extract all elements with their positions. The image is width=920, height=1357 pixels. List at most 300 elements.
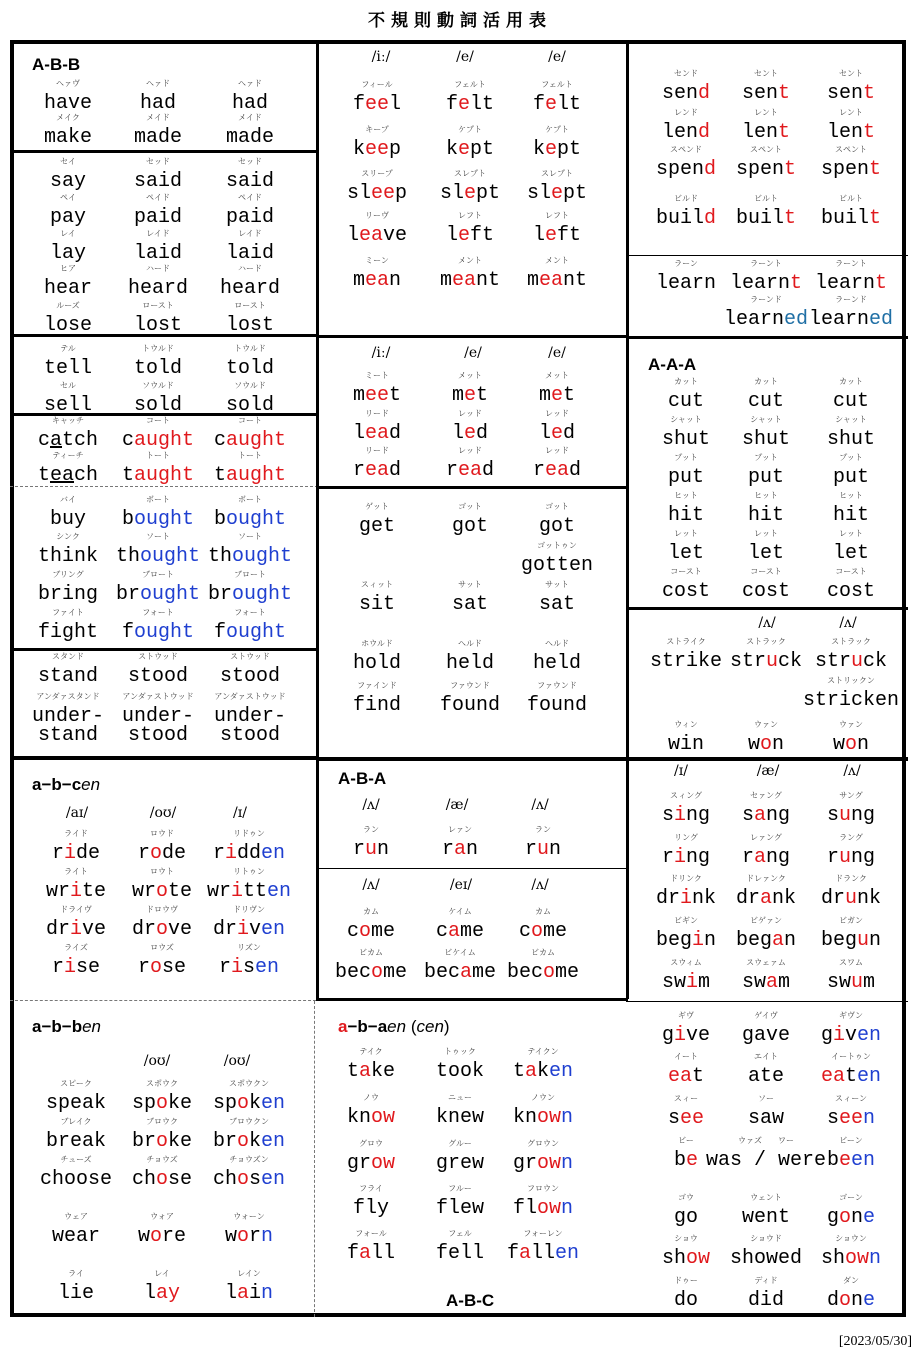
verb-form: read — [352, 459, 402, 482]
reading-ruby: ウァン — [839, 720, 863, 729]
reading-ruby: エイト — [754, 1052, 778, 1061]
verb-form: let — [747, 542, 785, 565]
reading-ruby: イートゥン — [831, 1052, 871, 1061]
reading-ruby: スペンド — [670, 145, 702, 154]
verb-form: came — [435, 920, 485, 943]
reading-ruby: レァング — [750, 833, 782, 842]
verb-form: gone — [826, 1206, 876, 1229]
verb-form: wear — [51, 1225, 101, 1248]
ipa-label: /ɪ/ — [674, 763, 688, 779]
verb-form: driven — [212, 918, 286, 941]
verb-form: written — [206, 880, 292, 903]
reading-ruby: ソウルド — [142, 381, 174, 390]
verb-form: learned — [723, 308, 809, 331]
verb-form: found — [439, 694, 501, 717]
ipa-label: /ʌ/ — [531, 797, 549, 813]
verb-form: catch — [37, 429, 99, 452]
verb-form: sent — [826, 82, 876, 105]
verb-form: chose — [131, 1168, 193, 1191]
reading-ruby: リトゥン — [233, 867, 265, 876]
verb-form: learn — [655, 272, 717, 295]
divider-line — [10, 756, 319, 760]
divider-line — [316, 868, 628, 869]
verb-form: fly — [352, 1197, 390, 1220]
reading-ruby: コート — [238, 416, 262, 425]
verb-form: swum — [826, 971, 876, 994]
reading-ruby: フルー — [448, 1184, 472, 1193]
reading-ruby: ギヴ — [678, 1011, 694, 1020]
section-heading: a−b−cen — [32, 775, 101, 794]
ipa-label: /eɪ/ — [449, 877, 473, 893]
reading-ruby: アンダァストウッド — [214, 692, 286, 701]
ipa-label: /æ/ — [756, 763, 780, 779]
reading-ruby: リング — [674, 833, 698, 842]
reading-ruby: シンク — [56, 532, 80, 541]
divider-line — [626, 757, 908, 761]
reading-ruby: コースト — [835, 567, 867, 576]
reading-ruby: ケイム — [448, 907, 472, 916]
verb-form: lend — [661, 121, 711, 144]
reading-ruby: ビルド — [674, 194, 698, 203]
verb-form: hear — [43, 277, 93, 300]
verb-form: heard — [219, 277, 281, 300]
reading-ruby: ストラック — [831, 637, 871, 646]
verb-form: slept — [439, 182, 501, 205]
reading-ruby: ラング — [839, 833, 863, 842]
verb-form: under- — [213, 705, 287, 728]
verb-form: lost — [133, 314, 183, 337]
verb-form: spent — [735, 158, 797, 181]
reading-ruby: レフト — [545, 211, 569, 220]
reading-ruby: ペイド — [146, 193, 170, 202]
verb-form: seen — [826, 1107, 876, 1130]
ipa-label: /e/ — [456, 49, 474, 65]
verb-form: rose — [137, 956, 187, 979]
section-heading: A-B-C — [446, 1291, 495, 1310]
verb-form: let — [667, 542, 705, 565]
reading-ruby: ヒア — [60, 264, 76, 273]
reading-ruby: メント — [545, 256, 569, 265]
reading-ruby: ゴット — [545, 502, 569, 511]
ipa-label: /iː/ — [371, 49, 391, 65]
verb-form: said — [225, 170, 275, 193]
reading-ruby: ヘルド — [458, 639, 482, 648]
reading-ruby: ハード — [238, 264, 262, 273]
verb-form: went — [741, 1206, 791, 1229]
verb-form: have — [43, 92, 93, 115]
reading-ruby: レァン — [448, 825, 472, 834]
reading-ruby: ラーンド — [750, 295, 782, 304]
verb-form: bought — [213, 508, 287, 531]
verb-form: sleep — [346, 182, 408, 205]
verb-form: stricken — [802, 689, 900, 712]
verb-form: hit — [832, 504, 870, 527]
reading-ruby: トウルド — [234, 344, 266, 353]
verb-form: lay — [143, 1282, 181, 1305]
reading-ruby: ヒット — [674, 491, 698, 500]
reading-ruby: ドランク — [835, 874, 867, 883]
verb-form: lost — [225, 314, 275, 337]
verb-form: felt — [532, 93, 582, 116]
reading-ruby: リドゥン — [233, 829, 265, 838]
verb-form: be — [673, 1149, 699, 1172]
verb-form: kept — [532, 138, 582, 161]
verb-form: knew — [435, 1106, 485, 1129]
verb-form: caught — [213, 429, 287, 452]
reading-ruby: レット — [839, 529, 863, 538]
divider-line — [626, 607, 908, 610]
reading-ruby: フォート — [234, 608, 266, 617]
verb-form: strike — [649, 650, 723, 673]
reading-ruby: ドリヴン — [233, 905, 265, 914]
verb-form: put — [667, 466, 705, 489]
reading-ruby: コート — [146, 416, 170, 425]
verb-form: led — [451, 422, 489, 445]
verb-form: get — [358, 515, 396, 538]
verb-form: rise — [51, 956, 101, 979]
section-heading: A-B-A — [338, 769, 387, 788]
verb-form: drunk — [820, 887, 882, 910]
verb-form: taught — [121, 464, 195, 487]
verb-form: come — [346, 920, 396, 943]
verb-form: go — [673, 1206, 699, 1229]
reading-ruby: ビケイム — [444, 948, 476, 957]
verb-form: see — [667, 1107, 705, 1130]
reading-ruby: メイク — [56, 113, 80, 122]
reading-ruby: セッド — [146, 157, 170, 166]
ipa-label: /oʊ/ — [143, 1053, 171, 1069]
verb-form: swam — [741, 971, 791, 994]
divider-line — [316, 757, 319, 1001]
reading-ruby: メント — [458, 256, 482, 265]
verb-form: sell — [43, 394, 93, 417]
reading-ruby: レッド — [545, 446, 569, 455]
divider-line — [626, 336, 908, 339]
reading-ruby: スワム — [839, 958, 863, 967]
verb-form: said — [133, 170, 183, 193]
reading-ruby: セァング — [750, 791, 782, 800]
verb-form: brought — [207, 583, 293, 606]
verb-form: ran — [441, 838, 479, 861]
reading-ruby: カット — [839, 377, 863, 386]
reading-ruby: レイド — [146, 229, 170, 238]
reading-ruby: ニュー — [448, 1093, 472, 1102]
reading-ruby: ドリンク — [670, 874, 702, 883]
reading-ruby: ビゲァン — [750, 916, 782, 925]
reading-ruby: グルー — [448, 1139, 472, 1148]
reading-ruby: ゲイヴ — [754, 1011, 778, 1020]
verb-form: stood — [219, 724, 281, 747]
reading-ruby: ミーン — [365, 256, 389, 265]
verb-form: learnt — [814, 272, 888, 295]
reading-ruby: ウェア — [64, 1212, 88, 1221]
verb-form: got — [538, 515, 576, 538]
reading-ruby: アンダァスタンド — [36, 692, 100, 701]
ipa-label: /ɪ/ — [233, 805, 247, 821]
ipa-label: /ʌ/ — [839, 615, 857, 631]
ipa-label: /oʊ/ — [149, 805, 177, 821]
verb-form: won — [832, 733, 870, 756]
verb-form: drink — [655, 887, 717, 910]
reading-ruby: ファインド — [357, 681, 397, 690]
verb-form: tell — [43, 357, 93, 380]
reading-ruby: ロウト — [150, 867, 174, 876]
verb-form: broken — [212, 1130, 286, 1153]
reading-ruby: ラン — [363, 825, 379, 834]
reading-ruby: ケプト — [545, 125, 569, 134]
reading-ruby: セル — [60, 381, 76, 390]
reading-ruby: ロースト — [142, 301, 174, 310]
verb-form: taken — [512, 1060, 574, 1083]
reading-ruby: カム — [535, 907, 551, 916]
reading-ruby: リード — [365, 446, 389, 455]
verb-form: kept — [445, 138, 495, 161]
verb-form: cost — [741, 580, 791, 603]
verb-form: made — [225, 126, 275, 149]
reading-ruby: スポウク — [146, 1079, 178, 1088]
verb-form: win — [667, 733, 705, 756]
verb-form: showed — [729, 1247, 803, 1270]
reading-ruby: サング — [839, 791, 863, 800]
verb-form: was / were — [705, 1149, 827, 1172]
verb-form: wrote — [131, 880, 193, 903]
reading-ruby: ライ — [68, 1269, 84, 1278]
reading-ruby: ノウ — [363, 1093, 379, 1102]
reading-ruby: ショウ — [674, 1234, 698, 1243]
verb-form: drive — [45, 918, 107, 941]
verb-form: fall — [346, 1242, 396, 1265]
reading-ruby: ノウン — [531, 1093, 555, 1102]
divider-line — [626, 40, 629, 999]
verb-form: built — [735, 207, 797, 230]
verb-form: saw — [747, 1107, 785, 1130]
reading-ruby: ダン — [842, 1276, 860, 1285]
reading-ruby: ストウッド — [138, 652, 178, 661]
verb-form: brought — [115, 583, 201, 606]
verb-form: built — [820, 207, 882, 230]
reading-ruby: サット — [545, 580, 569, 589]
verb-form: fell — [435, 1242, 485, 1265]
divider-line — [316, 757, 628, 761]
verb-form: choose — [39, 1168, 113, 1191]
verb-form: held — [532, 652, 582, 675]
verb-form: began — [735, 929, 797, 952]
verb-form: became — [423, 961, 497, 984]
verb-form: swim — [661, 971, 711, 994]
reading-ruby: スポウクン — [229, 1079, 269, 1088]
verb-form: put — [832, 466, 870, 489]
reading-ruby: セント — [839, 69, 863, 78]
verb-form: lent — [826, 121, 876, 144]
verb-form: taught — [213, 464, 287, 487]
reading-ruby: ラーン — [674, 259, 698, 268]
verb-form: sat — [451, 593, 489, 616]
divider-line — [316, 998, 628, 1001]
verb-form: flew — [435, 1197, 485, 1220]
verb-form: know — [346, 1106, 396, 1129]
reading-ruby: メイド — [238, 113, 262, 122]
verb-form: show — [661, 1247, 711, 1270]
verb-form: send — [661, 82, 711, 105]
verb-form: cut — [832, 390, 870, 413]
divider-line — [10, 648, 318, 651]
reading-ruby: シャット — [750, 415, 782, 424]
reading-ruby: サット — [458, 580, 482, 589]
verb-form: begun — [820, 929, 882, 952]
verb-form: ride — [51, 842, 101, 865]
reading-ruby: レッド — [458, 409, 482, 418]
reading-ruby: コースト — [750, 567, 782, 576]
verb-form: gave — [741, 1024, 791, 1047]
verb-form: sing — [661, 804, 711, 827]
reading-ruby: ミート — [365, 371, 389, 380]
verb-form: make — [43, 126, 93, 149]
reading-ruby: セイ — [60, 157, 76, 166]
reading-ruby: ショウド — [750, 1234, 782, 1243]
reading-ruby: ファウンド — [450, 681, 490, 690]
divider-line — [10, 150, 318, 153]
verb-form: hit — [747, 504, 785, 527]
reading-ruby: スィーン — [834, 1094, 868, 1103]
verb-form: stand — [37, 724, 99, 747]
verb-form: hold — [352, 652, 402, 675]
verb-form: ring — [661, 846, 711, 869]
verb-form: broke — [131, 1130, 193, 1153]
verb-form: grow — [346, 1152, 396, 1175]
reading-ruby: ロースト — [234, 301, 266, 310]
reading-ruby: ヘルド — [545, 639, 569, 648]
verb-form: become — [506, 961, 580, 984]
reading-ruby: リーヴ — [365, 211, 389, 220]
divider-line — [316, 486, 628, 489]
reading-ruby: ペイ — [60, 193, 76, 202]
reading-ruby: ゴット — [458, 502, 482, 511]
reading-ruby: カット — [674, 377, 698, 386]
verb-form: thought — [115, 545, 201, 568]
verb-form: did — [747, 1289, 785, 1312]
reading-ruby: ボート — [238, 495, 262, 504]
reading-ruby: リズン — [237, 943, 261, 952]
reading-ruby: ブロート — [142, 570, 174, 579]
reading-ruby: スウェァム — [746, 958, 786, 967]
verb-form: won — [747, 733, 785, 756]
verb-form: take — [346, 1060, 396, 1083]
reading-ruby: ヘァド — [146, 79, 170, 88]
reading-ruby: ブロート — [234, 570, 266, 579]
reading-ruby: スペント — [750, 145, 782, 154]
reading-ruby: フォート — [142, 608, 174, 617]
verb-form: lie — [57, 1282, 95, 1305]
reading-ruby: トゥック — [444, 1047, 476, 1056]
verb-form: got — [451, 515, 489, 538]
verb-form: mean — [352, 269, 402, 292]
reading-ruby: ウォーン — [233, 1212, 265, 1221]
page-title: 不規則動詞活用表 — [368, 11, 552, 31]
reading-ruby: ソート — [146, 532, 170, 541]
verb-form: meet — [352, 384, 402, 407]
section-heading: a−b−ben — [32, 1017, 102, 1036]
verb-form: found — [526, 694, 588, 717]
reading-ruby: スリープ — [361, 169, 393, 178]
verb-form: lent — [741, 121, 791, 144]
reading-ruby: フィール — [361, 80, 393, 89]
ipa-label: /ʌ/ — [531, 877, 549, 893]
verb-form: cost — [826, 580, 876, 603]
reading-ruby: ロウド — [150, 829, 174, 838]
reading-ruby: セッド — [238, 157, 262, 166]
reading-ruby: ブレイク — [60, 1117, 92, 1126]
reading-ruby: レフト — [458, 211, 482, 220]
reading-ruby: ビギン — [674, 916, 698, 925]
verb-form: cut — [747, 390, 785, 413]
verb-form: drank — [735, 887, 797, 910]
verb-form: grew — [435, 1152, 485, 1175]
reading-ruby: ソート — [238, 532, 262, 541]
verb-form: sat — [538, 593, 576, 616]
reading-ruby: ビーン — [839, 1136, 863, 1145]
reading-ruby: レイ — [60, 229, 76, 238]
reading-ruby: ストラック — [746, 637, 786, 646]
reading-ruby: ラーント — [835, 259, 867, 268]
verb-form: struck — [814, 650, 888, 673]
verb-form: cut — [667, 390, 705, 413]
reading-ruby: プット — [674, 453, 698, 462]
reading-ruby: レンド — [674, 108, 698, 117]
verb-form: pay — [49, 206, 87, 229]
reading-ruby: ゴウ — [678, 1193, 694, 1202]
reading-ruby: ブロウクン — [229, 1117, 269, 1126]
verb-form: write — [45, 880, 107, 903]
reading-ruby: ビガン — [839, 916, 863, 925]
ipa-label: /ʌ/ — [362, 877, 380, 893]
verb-form: read — [532, 459, 582, 482]
reading-ruby: シャット — [670, 415, 702, 424]
reading-ruby: スレプト — [541, 169, 573, 178]
verb-form: left — [445, 224, 495, 247]
reading-ruby: ヘァヴ — [56, 79, 80, 88]
reading-ruby: ライズ — [64, 943, 88, 952]
reading-ruby: ヒット — [839, 491, 863, 500]
verb-form: under- — [121, 705, 195, 728]
verb-form: paid — [225, 206, 275, 229]
verb-form: left — [532, 224, 582, 247]
reading-ruby: ファイト — [52, 608, 84, 617]
verb-form: speak — [45, 1092, 107, 1115]
reading-ruby: スレプト — [454, 169, 486, 178]
section-heading: A-A-A — [648, 355, 697, 374]
verb-form: sold — [133, 394, 183, 417]
ipa-label: /e/ — [548, 345, 566, 361]
reading-ruby: キャッチ — [52, 416, 84, 425]
reading-ruby: ペイド — [238, 193, 262, 202]
verb-form: do — [673, 1289, 699, 1312]
verb-form: met — [538, 384, 576, 407]
reading-ruby: レイ — [154, 1269, 170, 1278]
verb-form: meant — [526, 269, 588, 292]
reading-ruby: ゴットゥン — [537, 541, 577, 550]
reading-ruby: ソウルド — [234, 381, 266, 390]
reading-ruby: ディド — [754, 1276, 778, 1285]
reading-ruby: ファウンド — [537, 681, 577, 690]
reading-ruby: ラン — [535, 825, 551, 834]
reading-ruby: ストウッド — [230, 652, 270, 661]
verb-form: lay — [49, 242, 87, 265]
reading-ruby: スピーク — [60, 1079, 92, 1088]
verb-form: gotten — [520, 554, 594, 577]
reading-ruby: ラーント — [750, 259, 782, 268]
reading-ruby: ビー — [678, 1136, 694, 1145]
verb-form: flown — [512, 1197, 574, 1220]
